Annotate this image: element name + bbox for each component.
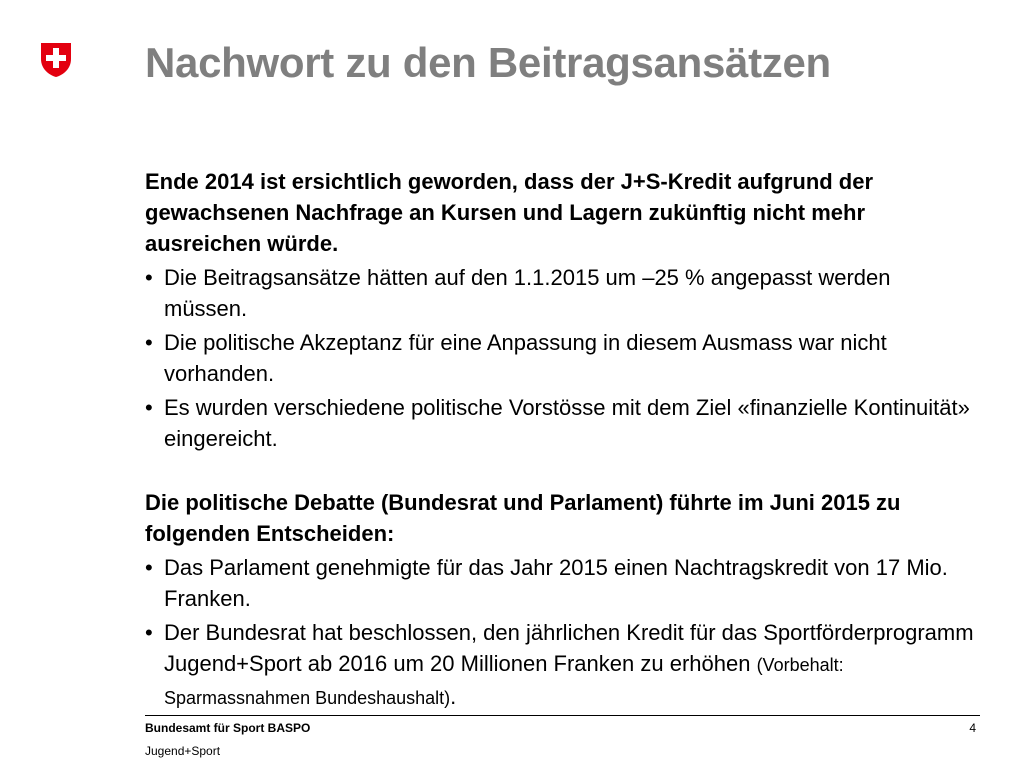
bullet-text: Die Beitragsansätze hätten auf den 1.1.2015 um –25 % angepasst werden müssen. <box>164 265 891 321</box>
bullet-text: Es wurden verschiedene politische Vorstösse mit dem Ziel «finanzielle Kontinuität» eingereicht. <box>164 395 970 451</box>
bullet-note: (Vorbehalt: Sparmassnahmen Bundeshaushalt) <box>164 655 844 708</box>
cross-horizontal <box>46 55 66 61</box>
section2-bullet-list <box>145 552 975 714</box>
list-item <box>145 327 975 389</box>
list-item <box>145 262 975 324</box>
bullet-text: Das Parlament genehmigte für das Jahr 2015 einen Nachtragskredit von 17 Mio. Franken. <box>164 555 948 611</box>
bullet-end: . <box>450 684 457 709</box>
bullet-icon: • <box>145 330 153 355</box>
page-title: Nachwort zu den Beitragsansätzen <box>145 39 831 86</box>
list-item <box>145 552 975 614</box>
footer-subtitle: Jugend+Sport <box>145 744 221 758</box>
bullet-text: Die politische Akzeptanz für eine Anpassung in diesem Ausmass war nicht vorhanden. <box>164 330 887 386</box>
footer-organization: Bundesamt für Sport BASPO <box>145 721 311 735</box>
swiss-cross-shield-icon <box>40 42 72 78</box>
bullet-text: Der Bundesrat hat beschlossen, den jährlichen Kredit für das Sportförderprogramm Jugend+Sport ab 2016 um 20 Millionen Franken zu erhöhen <box>164 620 974 676</box>
list-item <box>145 617 975 714</box>
slide-content <box>145 166 975 714</box>
section1-intro: Ende 2014 ist ersichtlich geworden, dass der J+S-Kredit aufgrund der gewachsenen Nachfrage an Kursen und Lagern zukünftig nicht mehr ausreichen würde. <box>145 169 874 256</box>
bullet-icon: • <box>145 265 153 290</box>
page-number: 4 <box>969 721 976 735</box>
bullet-icon: • <box>145 395 153 420</box>
footer-divider <box>145 715 980 716</box>
list-item <box>145 392 975 454</box>
section2-intro: Die politische Debatte (Bundesrat und Parlament) führte im Juni 2015 zu folgenden Entscheiden: <box>145 490 901 546</box>
bullet-icon: • <box>145 620 153 645</box>
bullet-icon: • <box>145 555 153 580</box>
section1-bullet-list <box>145 262 975 454</box>
